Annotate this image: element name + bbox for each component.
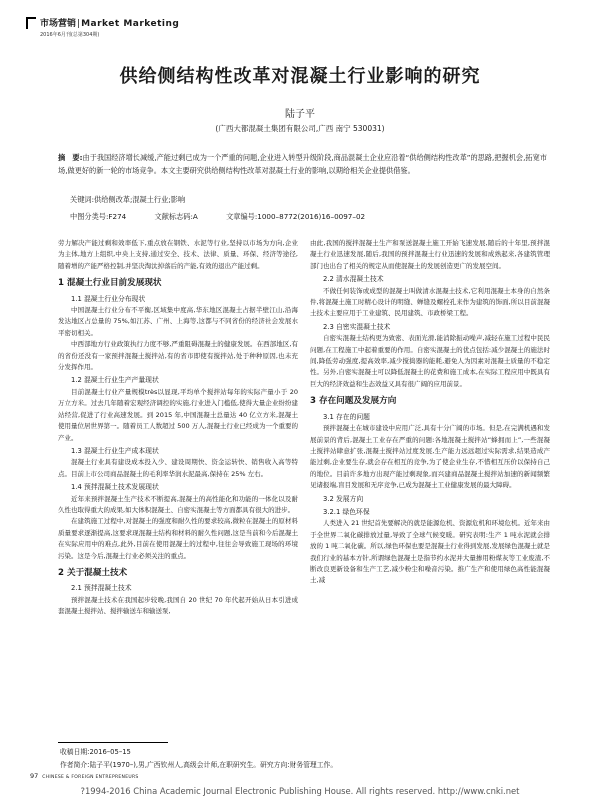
running-header: [26, 14, 574, 54]
paragraph: 近年来预拌混凝土生产技术不断提高,混凝土的高性能化和功能的一体化以及耐久性也取得重大的成果,如大体积混凝土、自密实混凝土等方面都具有很大的进步。: [58, 494, 298, 514]
paragraph: 目前混凝土行业产量规模très以显现,平均单个搅拌站每年的实际产量小于 20 万立方米。过去几年随着宏观经济调控的实施,行业进入门槛低,使得大量企业纷纷建站经营,促进了行业高速发展。到 2015 年,中国混凝土总量达 40 亿立方米,混凝土使用量位居世界第一。随着员工人数超过 500 万人,混凝土行业已经成为一个重要的产业。: [58, 387, 298, 442]
keywords-text: 供给侧改革;混凝土行业;影响: [94, 195, 186, 204]
paragraph: 中国混凝土行业分布不平衡,区域集中度高,华东地区混凝土占据半壁江山,沿海发达地区占总量的 75%,如江苏、广州、上海等,这都与不同省份的经济社会发展水平密切相关。: [58, 306, 298, 337]
article-number: 文章编号:1000–8772(2016)16–0097–02: [226, 212, 366, 221]
footnote-rule: [58, 742, 168, 743]
journal-footer-en: CHINESE & FOREIGN ENTREPRENEURS: [42, 775, 139, 780]
article-title: 供给侧结构性改革对混凝土行业影响的研究: [119, 66, 481, 87]
subsection-heading: 2.1 预拌混凝土技术: [71, 584, 132, 593]
paragraph: 混凝土行业具有建设成本投入少、建设周期快、资金运转快、销售收入高等特点。目前上市公司商品混凝土的毛利率华润水泥最高,保持在 25% 左右。: [58, 458, 298, 478]
author-bio: 作者简介:陆子平(1970–),男,广西钦州人,高级会计师,在职研究生。研究方向:财务管理工作。: [60, 761, 338, 769]
author-name: 陆子平: [285, 109, 315, 120]
subsection-heading: 3.2.1 绿色环保: [323, 507, 370, 516]
body-column-left: [58, 238, 298, 618]
paragraph: 劳力解决产能过剩和效率低下,重点放在钢铁、水泥等行业,坚持以市场为方向,企业为主体,地方上组织,中央上支持,通过安全、技术、法律、质量、环保、经济等途径,随着增的产能严格控制,并坚决淘汰掉落后的产能,有效的退出产能过剩。: [58, 239, 298, 270]
subsection-heading: 2.2 清水混凝土技术: [323, 275, 384, 284]
journal-name-en: Market Marketing: [81, 19, 180, 29]
abstract-label: 摘 要:: [58, 153, 83, 162]
page-number: 97: [30, 772, 39, 780]
keywords-label: 关键词:: [70, 195, 94, 204]
document-code: 文献标志码:A: [154, 212, 198, 221]
section-heading: 2 关于混凝土技术: [58, 567, 128, 578]
subsection-heading: 1.1 混凝土行业分布现状: [71, 294, 146, 303]
paragraph: 在建筑施工过程中,对混凝土的强度和耐久性的要求较高,微粒在混凝土的原材料质量要求逐渐提高,这要求现混凝土结构和材料的耐久性问题,这是当前和今后混凝土在实际应用中的难点,此外,目前在使用混凝土的过程中,往往会导致施工现场的环境污染。这是今后,混凝土行业必须关注的重点。: [58, 517, 298, 560]
paragraph: 自密实混凝土结构更为致密、表面光滑,能消除振动噪声,减轻在施工过程中民民问题,在工程施工中起着重要的作用。自密实混凝土的优点包括:减少混凝土的施法时间,降低劳动强度,提高效率,减少搅捣器的能耗,避免人为因素对混凝土质量的不稳定性。另外,自密实混凝土可以降低混凝土的花费和施工成本,在实际工程应用中既具有巨大的经济效益和生态效益又具有很广阔的应用前景。: [310, 334, 550, 388]
abstract-text: 由于我国经济增长减缓,产能过剩已成为一个严重的问题,企业进入转型升级阶段,商品混凝土企业应沿着“供给侧结构性改革”的思路,把握机会,拓宽市场,做更好的新一轮的市场竞争。本文主要研究供给侧结构性改革对混凝土行业的影响,以期给相关企业提供借鉴。: [58, 153, 547, 175]
classification-row: [70, 212, 550, 222]
paragraph: 不做任何装饰或成型的混凝土叫做清水混凝土技术,它利用混凝土本身的自然条件,将混凝土施工时精心设计的明缝、蝉缝及螺栓孔来作为建筑的饰面,所以目前混凝土技术主要应用于工业建筑、民用建筑、市政桥梁工程。: [310, 286, 550, 318]
issue-info: 2016年6月刊(总第304期): [40, 32, 100, 38]
journal-name: 市场营销|Market Marketing: [40, 19, 180, 29]
subsection-heading: 3.2 发展方向: [323, 494, 364, 503]
journal-name-cn: 市场营销: [40, 19, 77, 29]
keywords: [70, 195, 550, 205]
subsection-heading: 1.4 预拌混凝土技术发展现状: [71, 483, 159, 492]
section-heading: 1 混凝土行业目前发展现状: [58, 278, 162, 289]
body-column-right: [310, 238, 550, 587]
header-corner-mark: [26, 17, 36, 29]
section-heading: 3 存在问题及发展方向: [310, 396, 397, 407]
author-affiliation: (广西大都混凝土集团有限公司,广西 南宁 530031): [215, 124, 385, 133]
subsection-heading: 1.2 混凝土行业生产产量现状: [71, 376, 159, 385]
subsection-heading: 1.3 混凝土行业生产成本现状: [71, 446, 159, 455]
paragraph: 中西部地方行业政策执行力度不够,严重阻碍混凝土的健康发展。在西部地区,有的省份还没有一家预拌混凝土搅拌站,有的省市即使有搅拌站,处于种种原因,也未充分发挥作用。: [58, 340, 298, 372]
paragraph: 人类进入 21 世纪首先要解决的就是能源危机、资源危机和环境危机。近年来由于全世界二氧化碳排放过量,导致了全球气候变暖。研究表明:生产 1 吨水泥就会排放的 1 吨二氧化碳。所以,绿色环保也要是混凝土行业得到发展,发展绿色混凝土就是我们行业的基本方针,所谓绿色混凝土是指节约水泥并大量掺用粉煤灰等工业废渣,不断改良更新设备和生产工艺,减少粉尘和噪音污染。推广生产和使用绿色高性能混凝土,减: [310, 519, 550, 585]
abstract: [58, 152, 548, 177]
subsection-heading: 3.1 存在的问题: [323, 412, 370, 421]
clc-number: 中图分类号:F274: [70, 212, 127, 221]
page-number-line: [30, 772, 139, 780]
received-date: 收稿日期:2016–05–15: [60, 748, 131, 756]
subsection-heading: 2.3 自密实混凝土技术: [323, 322, 391, 331]
copyright-line: ?1994-2016 China Academic Journal Electronic Publishing House. All rights reserved. http://www.cnki.net: [80, 786, 520, 796]
paragraph: 预拌混凝土在城市建设中应用广泛,具有十分广阔的市场。但是,在完满机遇和发展前景的背后,混凝土工业存在严重的问题:各地混凝土搅拌站“蜂拥而上”,一些混凝土搅拌站肆意扩张,混凝土搅拌站过度发展,生产能力远远超过实际需求,结果造成产能过剩,企业要生存,就会存在相互的竞争,为了使企业生存,不惜相互压价以保持自己的地位。目前许多地方出现产能过剩现象,而兴建商品混凝土搅拌站加速的新闻频繁见诸报端,盲目发展和无序竞争,已成为混凝土工业健康发展的最大障碍。: [310, 424, 550, 490]
paragraph: 由此,我国的搅拌混凝土生产和泵送混凝土施工开始飞速发展,随后的十年里,预拌混凝土行业迅速发展,随后,我国的预拌混凝土行业迅速的发展和成熟起来,各建筑管理部门也出台了相关的规定从而使混凝土的发展创造更广的发展空间。: [310, 239, 550, 270]
paragraph: 预拌混凝土技术在我国起步较晚,我国自 20 世纪 70 年代起开始从日本引进成套混凝土搅拌站、搅拌输送车和输送泵,: [58, 595, 298, 616]
